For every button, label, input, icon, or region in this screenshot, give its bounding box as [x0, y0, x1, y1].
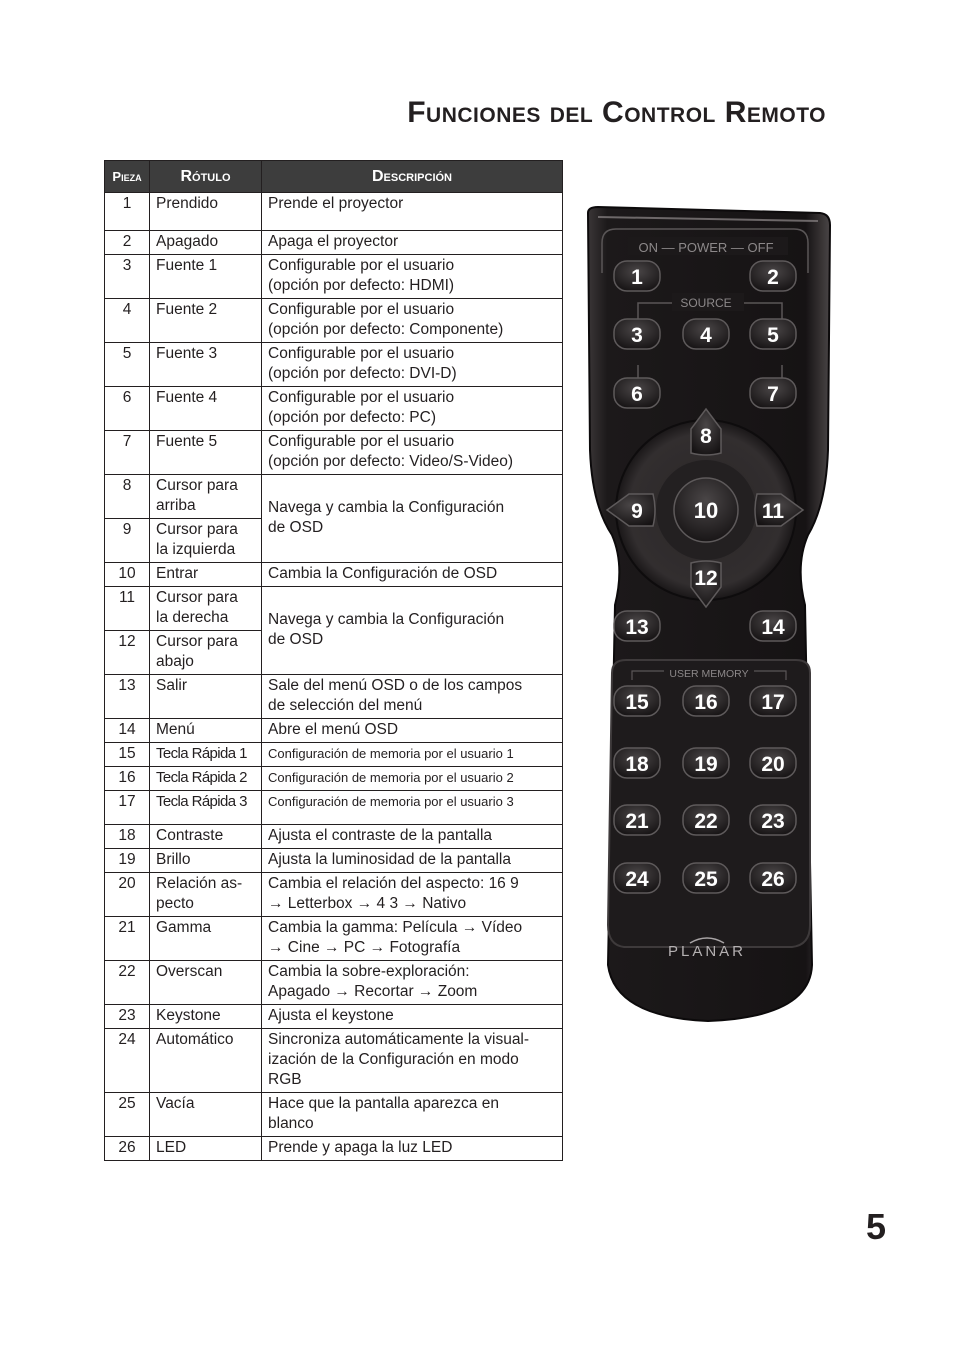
- row-label: Tecla Rápida 1: [150, 743, 262, 767]
- remote-button-16: [683, 686, 729, 716]
- remote-button-4: [683, 319, 729, 349]
- table-row: [105, 743, 563, 767]
- remote-button-20: [750, 748, 796, 778]
- row-number: 12: [105, 631, 150, 675]
- remote-button-label: 24: [625, 868, 649, 891]
- row-label: Fuente 1: [150, 255, 262, 299]
- remote-button-3: [614, 319, 660, 349]
- row-label: Contraste: [150, 825, 262, 849]
- row-description: Abre el menú OSD: [262, 719, 563, 743]
- remote-button-label: 10: [693, 498, 719, 523]
- row-label: Cursor para abajo: [150, 631, 262, 675]
- remote-button-2: [750, 261, 796, 291]
- page-title: Funciones del Control Remoto: [407, 96, 826, 129]
- user-memory-label: USER MEMORY: [669, 668, 749, 680]
- table-row: [105, 475, 563, 519]
- row-label: Overscan: [150, 961, 262, 1005]
- row-number: 2: [105, 231, 150, 255]
- row-label: LED: [150, 1137, 262, 1161]
- remote-button-label: 4: [700, 324, 712, 347]
- remote-button-22: [683, 805, 729, 835]
- table-row: [105, 431, 563, 475]
- row-number: 24: [105, 1029, 150, 1093]
- row-label: Cursor para la derecha: [150, 587, 262, 631]
- row-number: 4: [105, 299, 150, 343]
- remote-button-label: 12: [694, 567, 718, 590]
- row-description: Navega y cambia la Configuración de OSD: [262, 587, 563, 675]
- remote-button-7: [750, 378, 796, 408]
- row-number: 20: [105, 873, 150, 917]
- table-row: [105, 387, 563, 431]
- row-number: 16: [105, 767, 150, 791]
- table-row: [105, 917, 563, 961]
- remote-button-label: 13: [625, 616, 649, 639]
- source-label: SOURCE: [680, 296, 732, 310]
- row-label: Fuente 5: [150, 431, 262, 475]
- row-description: Prende el proyector: [262, 193, 563, 231]
- row-description: Ajusta la luminosidad de la pantalla: [262, 849, 563, 873]
- remote-functions-table: [104, 160, 563, 1161]
- row-label: Relación as- pecto: [150, 873, 262, 917]
- row-label: Tecla Rápida 2: [150, 767, 262, 791]
- remote-button-label: 9: [631, 500, 643, 523]
- row-description: Configurable por el usuario (opción por defecto: Componente): [262, 299, 563, 343]
- table-row: [105, 675, 563, 719]
- row-label: Menú: [150, 719, 262, 743]
- row-description: Cambia la gamma: Película → Vídeo → Cine → PC → Fotografía: [262, 917, 563, 961]
- remote-button-15: [614, 686, 660, 716]
- row-number: 5: [105, 343, 150, 387]
- row-number: 1: [105, 193, 150, 231]
- remote-button-26: [750, 863, 796, 893]
- row-number: 8: [105, 475, 150, 519]
- row-label: Keystone: [150, 1005, 262, 1029]
- remote-button-24: [614, 863, 660, 893]
- remote-button-label: 1: [631, 266, 643, 289]
- row-description: Configuración de memoria por el usuario 1: [262, 743, 563, 767]
- row-number: 15: [105, 743, 150, 767]
- row-number: 6: [105, 387, 150, 431]
- remote-button-label: 23: [761, 810, 785, 833]
- table-row: [105, 343, 563, 387]
- row-label: Gamma: [150, 917, 262, 961]
- remote-button-label: 8: [700, 425, 712, 448]
- table-row: [105, 1029, 563, 1093]
- remote-button-label: 16: [694, 691, 718, 714]
- remote-button-18: [614, 748, 660, 778]
- row-number: 11: [105, 587, 150, 631]
- table-row: [105, 767, 563, 791]
- remote-button-label: 3: [631, 324, 643, 347]
- table-row: [105, 825, 563, 849]
- row-description: Configuración de memoria por el usuario 3: [262, 791, 563, 825]
- remote-button-1: [614, 261, 660, 291]
- row-number: 22: [105, 961, 150, 1005]
- remote-button-label: 7: [767, 383, 779, 406]
- header-piece: Pieza: [105, 161, 150, 193]
- row-description: Cambia el relación del aspecto: 16 9 → Letterbox → 4 3 → Nativo: [262, 873, 563, 917]
- table-row: [105, 231, 563, 255]
- row-description: Apaga el proyector: [262, 231, 563, 255]
- remote-control-illustration: [580, 205, 835, 1027]
- row-description: Sale del menú OSD o de los campos de selección del menú: [262, 675, 563, 719]
- table-row: [105, 299, 563, 343]
- row-description: Prende y apaga la luz LED: [262, 1137, 563, 1161]
- remote-button-label: 15: [625, 691, 649, 714]
- table-row: [105, 1093, 563, 1137]
- remote-button-23: [750, 805, 796, 835]
- row-number: 26: [105, 1137, 150, 1161]
- row-number: 7: [105, 431, 150, 475]
- remote-button-label: 21: [625, 810, 649, 833]
- remote-button-label: 6: [631, 383, 643, 406]
- row-number: 10: [105, 563, 150, 587]
- row-description: Configurable por el usuario (opción por defecto: PC): [262, 387, 563, 431]
- remote-button-label: 11: [761, 500, 785, 523]
- table-body: [105, 193, 563, 1161]
- page-number: 5: [865, 1206, 886, 1247]
- remote-button-25: [683, 863, 729, 893]
- brand-label: PLANAR: [667, 943, 747, 960]
- row-label: Vacía: [150, 1093, 262, 1137]
- remote-button-label: 22: [694, 810, 718, 833]
- table-row: [105, 873, 563, 917]
- table-row: [105, 1005, 563, 1029]
- table-row: [105, 1137, 563, 1161]
- row-label: Salir: [150, 675, 262, 719]
- row-description: Navega y cambia la Configuración de OSD: [262, 475, 563, 563]
- row-label: Automático: [150, 1029, 262, 1093]
- table-row: [105, 587, 563, 631]
- row-description: Cambia la Configuración de OSD: [262, 563, 563, 587]
- row-description: Hace que la pantalla aparezca en blanco: [262, 1093, 563, 1137]
- remote-button-14: [750, 611, 796, 641]
- row-label: Fuente 2: [150, 299, 262, 343]
- remote-button-13: [614, 611, 660, 641]
- row-number: 9: [105, 519, 150, 563]
- row-description: Configurable por el usuario (opción por defecto: HDMI): [262, 255, 563, 299]
- table-header-row: [105, 161, 563, 193]
- remote-button-label: 18: [625, 753, 649, 776]
- row-number: 13: [105, 675, 150, 719]
- row-label: Apagado: [150, 231, 262, 255]
- remote-button-19: [683, 748, 729, 778]
- row-number: 23: [105, 1005, 150, 1029]
- remote-button-5: [750, 319, 796, 349]
- row-description: Configuración de memoria por el usuario 2: [262, 767, 563, 791]
- row-description: Ajusta el contraste de la pantalla: [262, 825, 563, 849]
- row-label: Tecla Rápida 3: [150, 791, 262, 825]
- row-description: Sincroniza automáticamente la visual- ización de la Configuración en modo RGB: [262, 1029, 563, 1093]
- row-number: 21: [105, 917, 150, 961]
- header-label: Rótulo: [150, 161, 262, 193]
- table-row: [105, 719, 563, 743]
- table-row: [105, 255, 563, 299]
- row-description: Ajusta el keystone: [262, 1005, 563, 1029]
- row-number: 19: [105, 849, 150, 873]
- table-row: [105, 193, 563, 231]
- row-description: Configurable por el usuario (opción por defecto: Video/S-Video): [262, 431, 563, 475]
- row-label: Cursor para arriba: [150, 475, 262, 519]
- remote-button-label: 14: [761, 616, 785, 639]
- remote-button-label: 25: [694, 868, 718, 891]
- table-row: [105, 961, 563, 1005]
- remote-button-label: 17: [761, 691, 785, 714]
- table-row: [105, 563, 563, 587]
- row-description: Cambia la sobre-exploración: Apagado → Recortar → Zoom: [262, 961, 563, 1005]
- table-row: [105, 791, 563, 825]
- row-number: 3: [105, 255, 150, 299]
- remote-button-17: [750, 686, 796, 716]
- row-label: Fuente 4: [150, 387, 262, 431]
- row-number: 18: [105, 825, 150, 849]
- power-label: ON — POWER — OFF: [638, 240, 774, 255]
- header-description: Descripción: [262, 161, 563, 193]
- row-description: Configurable por el usuario (opción por defecto: DVI-D): [262, 343, 563, 387]
- row-label: Prendido: [150, 193, 262, 231]
- row-label: Entrar: [150, 563, 262, 587]
- row-number: 25: [105, 1093, 150, 1137]
- remote-button-label: 20: [761, 753, 785, 776]
- row-number: 17: [105, 791, 150, 825]
- row-label: Cursor para la izquierda: [150, 519, 262, 563]
- remote-button-21: [614, 805, 660, 835]
- remote-button-label: 19: [694, 753, 718, 776]
- row-label: Brillo: [150, 849, 262, 873]
- remote-button-label: 26: [761, 868, 785, 891]
- row-number: 14: [105, 719, 150, 743]
- remote-button-6: [614, 378, 660, 408]
- remote-button-10: [674, 478, 738, 542]
- remote-button-label: 5: [767, 324, 779, 347]
- table-row: [105, 849, 563, 873]
- remote-button-label: 2: [767, 266, 779, 289]
- row-label: Fuente 3: [150, 343, 262, 387]
